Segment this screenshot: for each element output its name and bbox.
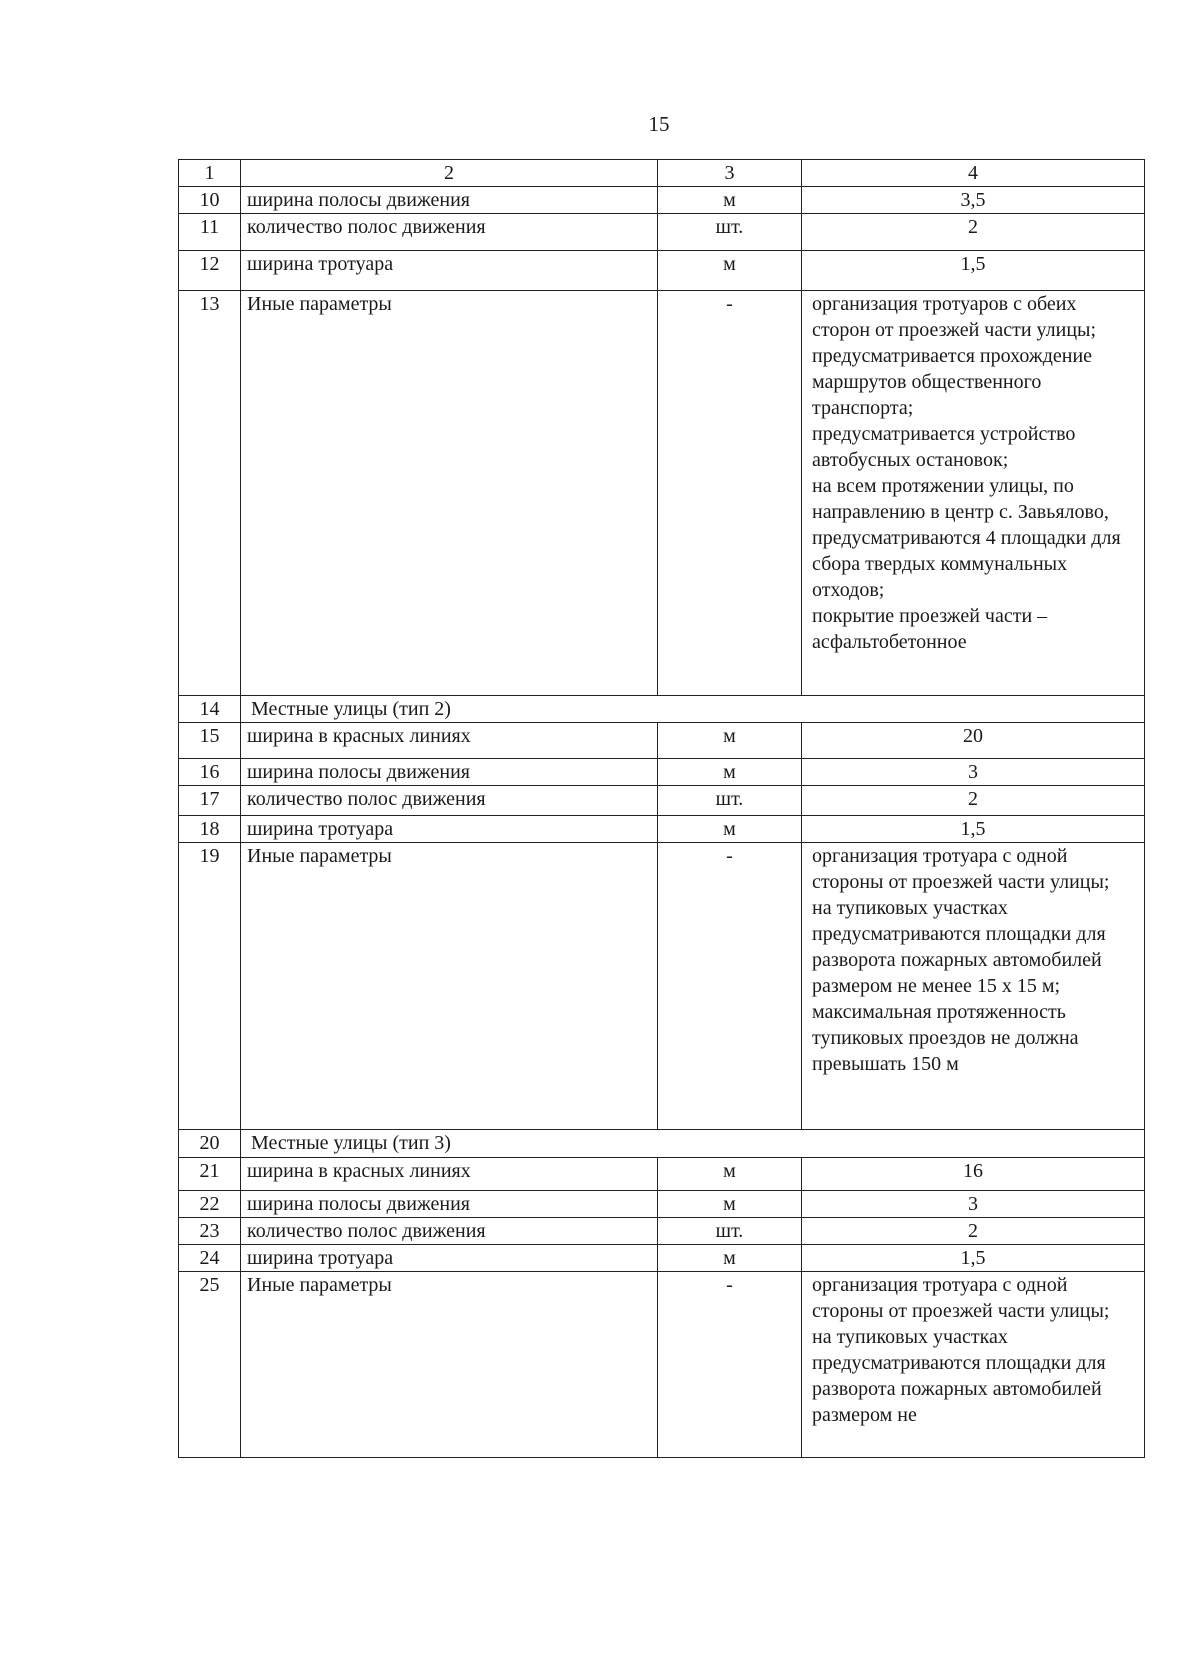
unit-cell: шт.: [658, 786, 802, 816]
parameter-name: количество полос движения: [241, 786, 658, 816]
value-cell: 1,5: [802, 251, 1145, 291]
row-number: 24: [179, 1245, 241, 1272]
parameter-name: ширина в красных линиях: [241, 1158, 658, 1191]
parameter-name: ширина полосы движения: [241, 759, 658, 786]
table-header-row: [179, 160, 1145, 187]
value-cell: 1,5: [802, 816, 1145, 843]
value-cell: 3: [802, 759, 1145, 786]
header-col-2: 2: [241, 160, 658, 187]
table-row: [179, 251, 1145, 291]
unit-cell: м: [658, 187, 802, 214]
row-number: 16: [179, 759, 241, 786]
parameter-name: ширина тротуара: [241, 251, 658, 291]
table-row: [179, 1272, 1145, 1458]
parameter-name: ширина полосы движения: [241, 1191, 658, 1218]
row-number: 17: [179, 786, 241, 816]
value-cell: организация тротуара с одной стороны от проезжей части улицы; на тупиковых участках предусматриваются площадки для разворота пожарных автомобилей размером не менее 15 х 15 м; максимальная протяженность тупиковых проездов не должна превышать 150 м: [802, 843, 1145, 1130]
row-number: 12: [179, 251, 241, 291]
unit-cell: шт.: [658, 214, 802, 251]
parameter-name: ширина полосы движения: [241, 187, 658, 214]
unit-cell: м: [658, 1158, 802, 1191]
header-col-1: 1: [179, 160, 241, 187]
row-number: 22: [179, 1191, 241, 1218]
table-body: [179, 160, 1145, 1458]
unit-cell: м: [658, 816, 802, 843]
row-number: 23: [179, 1218, 241, 1245]
section-row: [179, 696, 1145, 723]
value-cell: организация тротуара с одной стороны от проезжей части улицы; на тупиковых участках предусматриваются площадки для разворота пожарных автомобилей размером не: [802, 1272, 1145, 1458]
page-number: 15: [648, 112, 670, 136]
table-row: [179, 759, 1145, 786]
value-cell: организация тротуаров с обеих сторон от проезжей части улицы; предусматривается прохождение маршрутов общественного транспорта; предусматривается устройство автобусных остановок; на всем протяжении улицы, по направлению в центр с. Завьялово, предусматриваются 4 площадки для сбора твердых коммунальных отходов; покрытие проезжей части – асфальтобетонное: [802, 291, 1145, 696]
unit-cell: -: [658, 843, 802, 1130]
parameter-name: ширина тротуара: [241, 1245, 658, 1272]
unit-cell: -: [658, 1272, 802, 1458]
unit-cell: м: [658, 1191, 802, 1218]
table-row: [179, 214, 1145, 251]
row-number: 14: [179, 696, 241, 723]
table-row: [179, 1245, 1145, 1272]
value-cell: 20: [802, 723, 1145, 759]
table-row: [179, 187, 1145, 214]
parameters-table: [178, 159, 1145, 1458]
parameter-name: Иные параметры: [241, 843, 658, 1130]
unit-cell: шт.: [658, 1218, 802, 1245]
row-number: 15: [179, 723, 241, 759]
parameter-name: количество полос движения: [241, 1218, 658, 1245]
value-cell: 2: [802, 214, 1145, 251]
unit-cell: м: [658, 251, 802, 291]
parameter-name: Иные параметры: [241, 1272, 658, 1458]
value-cell: 2: [802, 1218, 1145, 1245]
header-col-3: 3: [658, 160, 802, 187]
row-number: 21: [179, 1158, 241, 1191]
row-number: 18: [179, 816, 241, 843]
row-number: 11: [179, 214, 241, 251]
row-number: 13: [179, 291, 241, 696]
value-cell: 1,5: [802, 1245, 1145, 1272]
value-cell: 3,5: [802, 187, 1145, 214]
row-number: 10: [179, 187, 241, 214]
unit-cell: -: [658, 291, 802, 696]
row-number: 20: [179, 1130, 241, 1158]
table-row: [179, 1218, 1145, 1245]
parameter-name: ширина в красных линиях: [241, 723, 658, 759]
table-row: [179, 1191, 1145, 1218]
table-row: [179, 723, 1145, 759]
unit-cell: м: [658, 723, 802, 759]
section-row: [179, 1130, 1145, 1158]
value-cell: 16: [802, 1158, 1145, 1191]
value-cell: 2: [802, 786, 1145, 816]
row-number: 19: [179, 843, 241, 1130]
parameter-name: ширина тротуара: [241, 816, 658, 843]
parameter-name: количество полос движения: [241, 214, 658, 251]
value-cell: 3: [802, 1191, 1145, 1218]
section-title: Местные улицы (тип 3): [241, 1130, 1145, 1158]
section-title: Местные улицы (тип 2): [241, 696, 1145, 723]
header-col-4: 4: [802, 160, 1145, 187]
row-number: 25: [179, 1272, 241, 1458]
table-row: [179, 291, 1145, 696]
table-row: [179, 786, 1145, 816]
parameter-name: Иные параметры: [241, 291, 658, 696]
unit-cell: м: [658, 1245, 802, 1272]
unit-cell: м: [658, 759, 802, 786]
table-row: [179, 1158, 1145, 1191]
table-row: [179, 816, 1145, 843]
table-row: [179, 843, 1145, 1130]
